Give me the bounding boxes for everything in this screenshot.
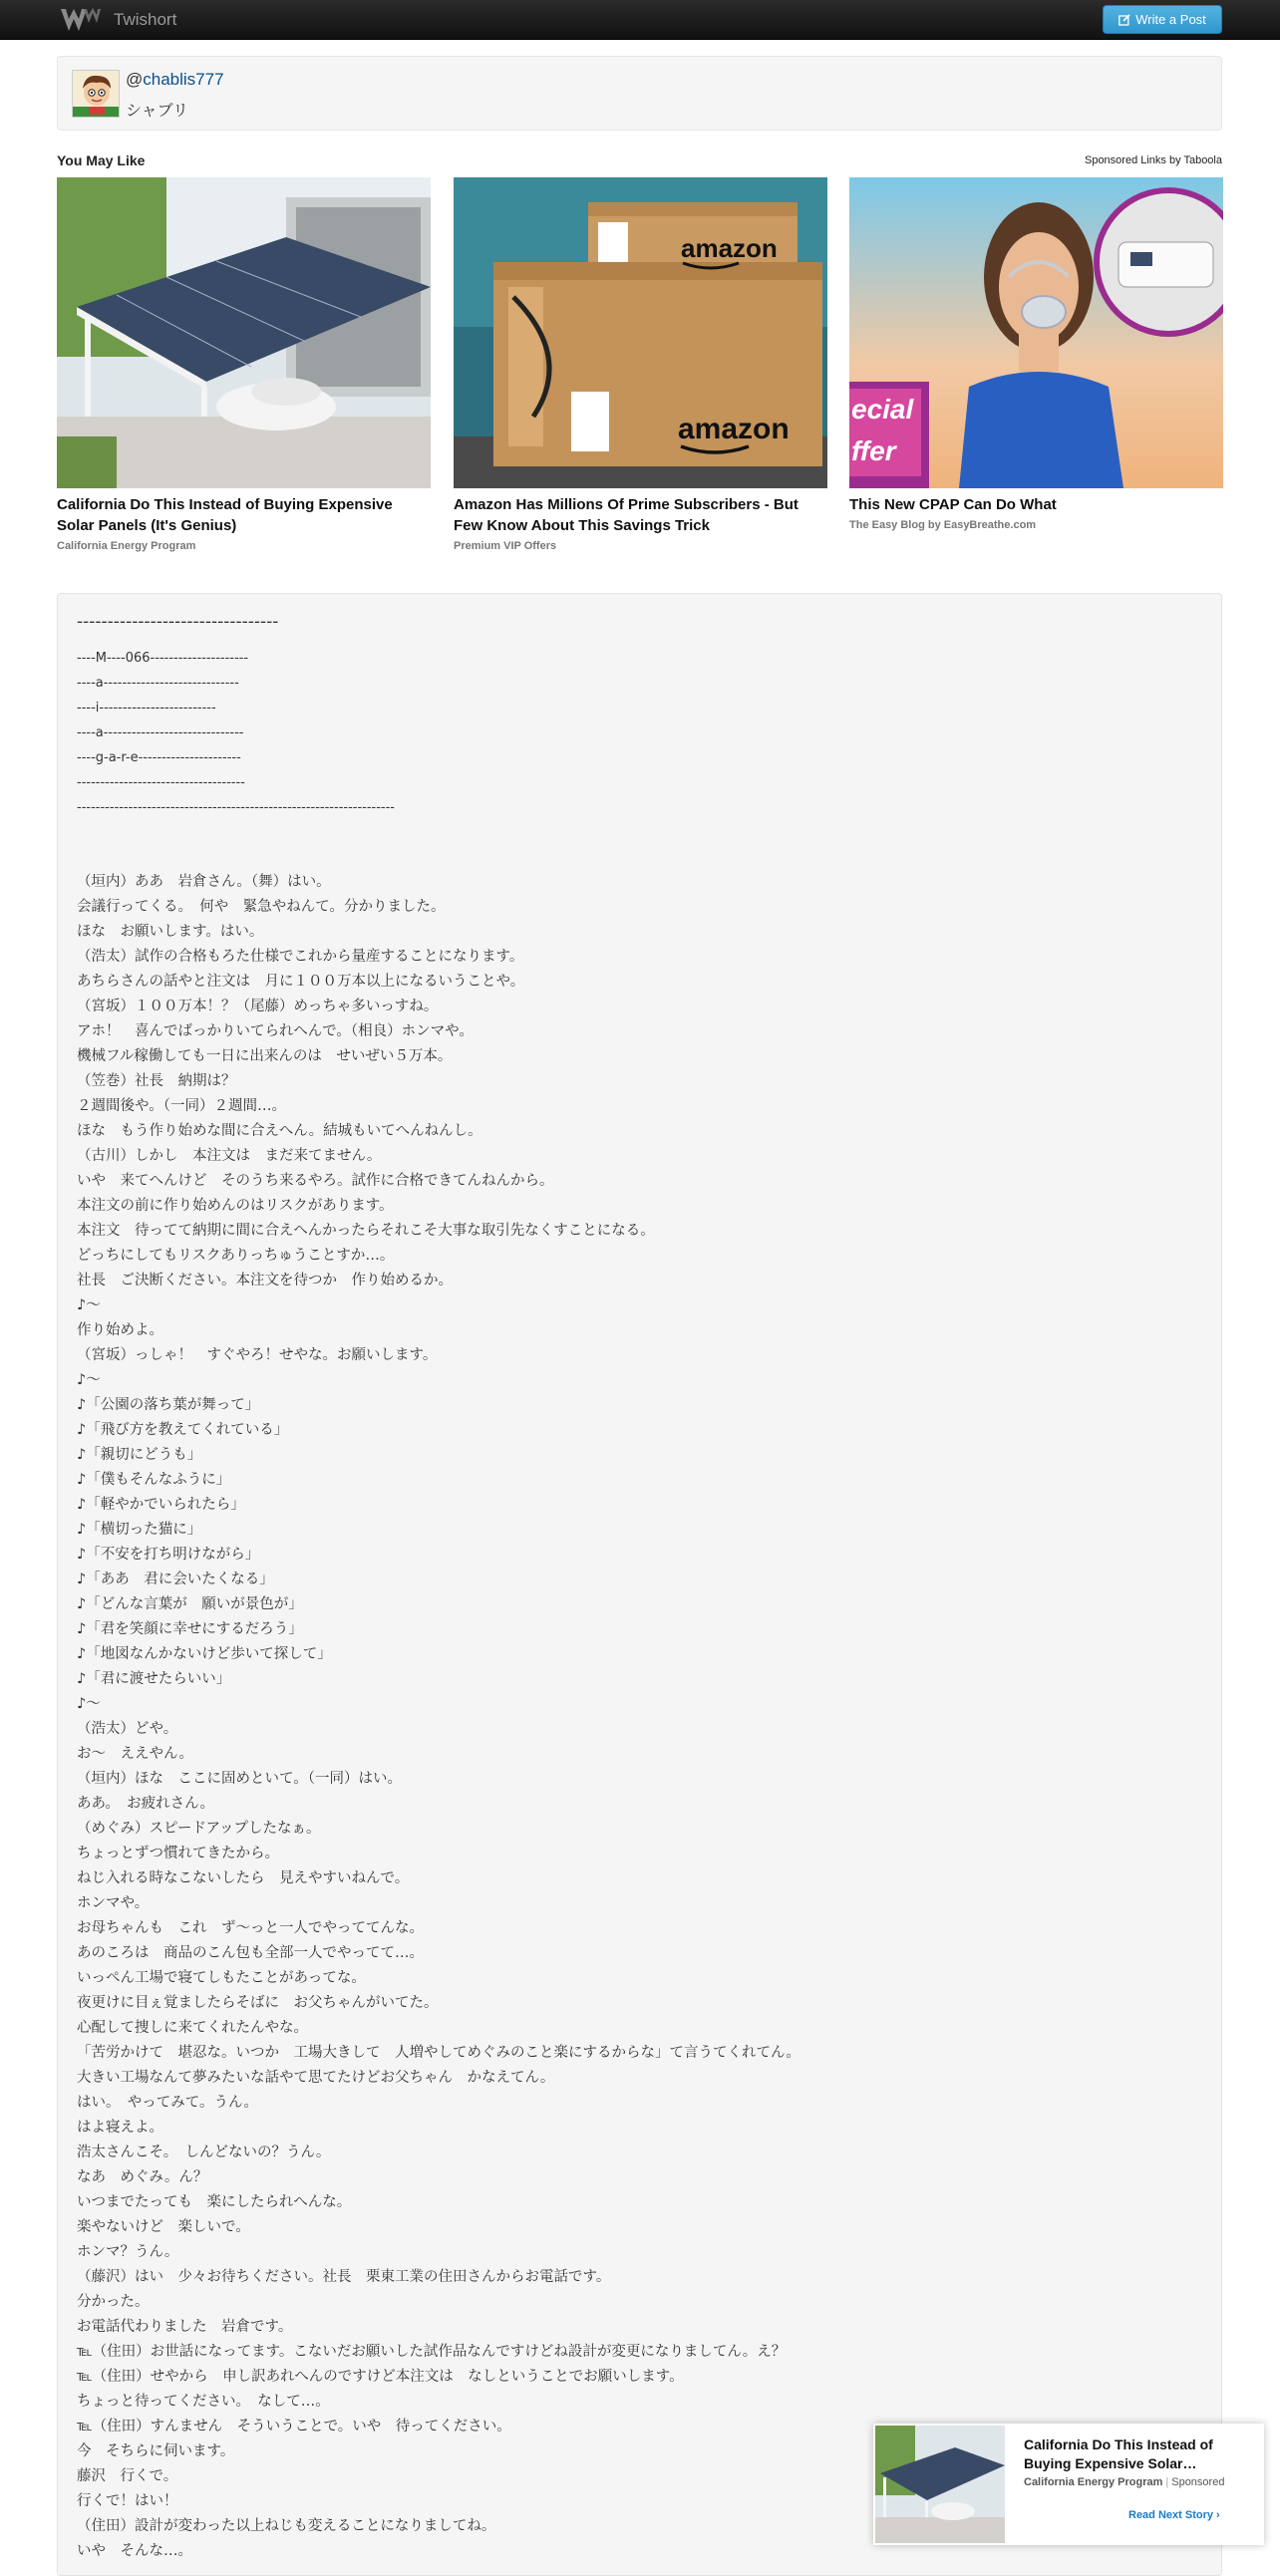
post-line: （古川）しかし 本注文は まだ来てません。 bbox=[77, 1148, 382, 1164]
post-line: ほな もう作り始めな間に合えへん。結城もいてへんねんし。 bbox=[77, 1123, 482, 1139]
post-text bbox=[77, 646, 1203, 2564]
post-line: ♪「不安を打ち明けながら」 bbox=[77, 1547, 260, 1563]
post-line: ♪「どんな言葉が 願いが景色が」 bbox=[77, 1596, 303, 1612]
post-line: （浩太）試作の合格もろた仕様でこれから量産することになります。 bbox=[77, 949, 524, 965]
post-line: ほな お願いします。はい。 bbox=[77, 924, 264, 940]
write-post-button[interactable] bbox=[1103, 5, 1222, 34]
amazon-logo-top: amazon bbox=[681, 233, 778, 263]
ad-card-amazon[interactable] bbox=[454, 177, 827, 552]
post-line: （めぐみ）スピードアップしたなぁ。 bbox=[77, 1821, 321, 1837]
avatar-image bbox=[73, 71, 120, 118]
post-line: どっちにしてもリスクありっちゅうことすか…。 bbox=[77, 1248, 395, 1264]
post-line: （藤沢）はい 少々お待ちください。社長 栗東工業の住田さんからお電話です。 bbox=[77, 2269, 611, 2285]
post-line: -------------------------------------------------------------------- bbox=[77, 800, 395, 815]
edit-icon bbox=[1119, 14, 1130, 26]
post-line: あちらさんの話やと注文は 月に１００万本以上になるいうことや。 bbox=[77, 974, 525, 990]
solar-carport-thumbnail bbox=[875, 2426, 1005, 2543]
post-line: ♪「君を笑顔に幸せにするだろう」 bbox=[77, 1621, 303, 1637]
post-line: ♪「軽やかでいられたら」 bbox=[77, 1497, 245, 1513]
floating-recommendation[interactable] bbox=[873, 2424, 1264, 2545]
post-line: 夜更けに目ぇ覚ましたらそばに お父ちゃんがいてた。 bbox=[77, 1995, 439, 2011]
post-line: 行くで！はい！ bbox=[77, 2493, 178, 2509]
write-post-label: Write a Post bbox=[1135, 12, 1206, 27]
top-navbar bbox=[0, 0, 1280, 40]
post-line: お電話代わりました 岩倉です。 bbox=[77, 2319, 293, 2335]
post-line: ----a----------------------------- bbox=[77, 676, 239, 691]
post-line: アホ！ 喜んでばっかりいてられへんで。（相良）ホンマや。 bbox=[77, 1023, 474, 1039]
ad-image-cpap[interactable] bbox=[849, 177, 1223, 488]
post-line: ------------------------------------ bbox=[77, 775, 245, 790]
sponsored-links-label[interactable]: Sponsored Links by Taboola bbox=[1084, 154, 1222, 166]
floating-ad-thumbnail[interactable] bbox=[875, 2426, 1005, 2543]
post-line: ホンマや。 bbox=[77, 1895, 150, 1911]
post-line: 社長 ご決断ください。本注文を待つか 作り始めるか。 bbox=[77, 1273, 453, 1288]
post-line: ♪「横切った猫に」 bbox=[77, 1522, 202, 1538]
post-line: ♪～ bbox=[77, 1297, 101, 1313]
post-heading: --------------------------------- bbox=[77, 612, 279, 632]
chevron-right-icon: › bbox=[1216, 2509, 1220, 2521]
post-line: ----i------------------------- bbox=[77, 701, 216, 716]
post-line: あのころは 商品のこん包も全部一人でやってて…。 bbox=[77, 1945, 424, 1961]
post-line: いっぺん工場で寝てしもたことがあってな。 bbox=[77, 1970, 366, 1986]
cpap-special-text: ecial bbox=[851, 394, 914, 425]
post-line: ちょっとずつ慣れてきたから。 bbox=[77, 1846, 279, 1861]
ad-source: The Easy Blog by EasyBreathe.com bbox=[849, 519, 1037, 531]
post-line: （宮坂）っしゃ！ すぐやろ！せやな。お願いします。 bbox=[77, 1347, 438, 1363]
post-line: ♪「飛び方を教えてくれている」 bbox=[77, 1422, 289, 1438]
ad-card-cpap[interactable] bbox=[849, 177, 1223, 531]
at-sign: @ bbox=[126, 70, 144, 89]
post-line: 浩太さんこそ。 しんどないの？うん。 bbox=[77, 2145, 331, 2160]
post-line: ℡（住田）お世話になってます。こないだお願いした試作品なんですけどね設計が変更になりましてん。え？ bbox=[77, 2344, 787, 2360]
post-body bbox=[57, 593, 1225, 2576]
post-line: ♪「僕もそんなふうに」 bbox=[77, 1472, 231, 1488]
post-line: ホンマ？うん。 bbox=[77, 2244, 179, 2260]
post-line: ちょっと待ってください。 なして…。 bbox=[77, 2394, 330, 2410]
post-line: 機械フル稼働しても一日に出来んのは せいぜい５万本。 bbox=[77, 1048, 453, 1064]
post-line: 作り始めよ。 bbox=[77, 1322, 163, 1338]
post-line: ♪「親切にどうも」 bbox=[77, 1447, 202, 1463]
post-line: 楽やないけど 楽しいで。 bbox=[77, 2219, 250, 2235]
ad-headline[interactable]: California Do This Instead of Buying Expensive Solar Panels (It's Genius) bbox=[57, 496, 393, 534]
post-line: お～ ええやん。 bbox=[77, 1746, 193, 1762]
ad-source: California Energy Program bbox=[57, 540, 196, 552]
author-display-name: シャブリ bbox=[126, 101, 189, 120]
amazon-logo-bottom: amazon bbox=[678, 413, 790, 445]
post-line: ----M----066--------------------- bbox=[77, 651, 249, 666]
amazon-boxes-image bbox=[454, 177, 827, 488]
post-line: ♪「地図なんかないけど歩いて探して」 bbox=[77, 1646, 332, 1662]
post-line: ----a------------------------------ bbox=[77, 725, 244, 740]
post-line: いや 来てへんけど そのうち来るやろ。試作に合格できてんねんから。 bbox=[77, 1173, 554, 1189]
post-line: （笠巻）社長 納期は？ bbox=[77, 1073, 236, 1089]
post-line: 「苦労かけて 堪忍な。いつか 工場大きして 人増やしてめぐみのこと楽にするからな」て言うてくれてん。 bbox=[77, 2045, 800, 2061]
ad-image-solar-carport[interactable] bbox=[57, 177, 431, 488]
post-line: ----g-a-r-e---------------------- bbox=[77, 750, 241, 765]
post-line: 本注文 待ってて納期に間に合えへんかったらそれこそ大事な取引先なくすことになる。 bbox=[77, 1223, 655, 1239]
post-line: いや そんな…。 bbox=[77, 2543, 192, 2559]
brand-link[interactable] bbox=[60, 6, 176, 34]
post-line: （浩太）どや。 bbox=[77, 1721, 178, 1737]
post-line: ねじ入れる時なこないしたら 見えやすいねんで。 bbox=[77, 1870, 410, 1886]
solar-carport-image bbox=[57, 177, 431, 488]
post-line: はい。 やってみて。うん。 bbox=[77, 2095, 258, 2111]
twishort-logo-icon bbox=[60, 7, 102, 33]
post-line: ああ。 お疲れさん。 bbox=[77, 1796, 215, 1812]
post-line: 心配して捜しに来てくれたんやな。 bbox=[77, 2020, 308, 2036]
read-next-story-link[interactable] bbox=[1128, 2509, 1220, 2521]
ad-headline[interactable]: Amazon Has Millions Of Prime Subscribers - But Few Know About This Savings Trick bbox=[454, 496, 799, 534]
post-line: いつまでたっても 楽にしたられへんな。 bbox=[77, 2194, 352, 2210]
ad-card-solar[interactable] bbox=[57, 177, 431, 552]
ads-section-title: You May Like bbox=[57, 152, 146, 168]
post-line: ♪～ bbox=[77, 1696, 101, 1712]
read-next-label: Read Next Story bbox=[1128, 2509, 1213, 2521]
post-line: ℡（住田）すんません そういうことで。いや 待ってください。 bbox=[77, 2419, 511, 2434]
post-line: ♪「君に渡せたらいい」 bbox=[77, 1671, 231, 1687]
floating-ad-title[interactable]: California Do This Instead of Buying Expensive Solar… bbox=[1024, 2436, 1213, 2471]
ad-headline[interactable]: This New CPAP Can Do What bbox=[849, 496, 1057, 513]
floating-ad-source bbox=[1024, 2476, 1224, 2488]
floating-ad-source-name: California Energy Program bbox=[1024, 2476, 1163, 2488]
post-line: ♪「ああ 君に会いたくなる」 bbox=[77, 1572, 274, 1587]
post-line: なあ めぐみ。ん？ bbox=[77, 2169, 208, 2185]
cpap-image bbox=[849, 177, 1223, 488]
post-line: 今 そちらに伺います。 bbox=[77, 2443, 235, 2459]
post-line: ２週間後や。（一同）２週間…。 bbox=[77, 1098, 286, 1114]
post-line: 藤沢 行くで。 bbox=[77, 2468, 178, 2484]
post-line: 本注文の前に作り始めんのはリスクがあります。 bbox=[77, 1198, 394, 1214]
ad-image-amazon-boxes[interactable] bbox=[454, 177, 827, 488]
avatar[interactable] bbox=[72, 70, 120, 118]
post-line: ♪～ bbox=[77, 1372, 101, 1388]
post-line: （宮坂）１００万本！？（尾藤）めっちゃ多いっすね。 bbox=[77, 999, 439, 1014]
post-line: 分かった。 bbox=[77, 2294, 150, 2310]
post-line: お母ちゃんも これ ず～っと一人でやっててんな。 bbox=[77, 1920, 424, 1936]
brand-name: Twishort bbox=[114, 10, 177, 29]
post-line: ℡（住田）せやから 申し訳あれへんのですけど本注文は なしということでお願いします。 bbox=[77, 2369, 684, 2385]
post-line: ♪「公園の落ち葉が舞って」 bbox=[77, 1397, 260, 1413]
ad-source: Premium VIP Offers bbox=[454, 540, 557, 552]
author-card bbox=[57, 56, 1222, 131]
floating-ad-separator: | bbox=[1165, 2476, 1169, 2488]
floating-ad-sponsored: Sponsored bbox=[1171, 2476, 1225, 2488]
post-line: （住田）設計が変わった以上ねじも変えることになりましてね。 bbox=[77, 2518, 496, 2534]
post-line: 会議行ってくる。 何や 緊急やねんて。分かりました。 bbox=[77, 899, 446, 915]
post-line bbox=[77, 820, 1203, 845]
post-line: （垣内）ああ 岩倉さん。（舞）はい。 bbox=[77, 874, 331, 890]
post-line bbox=[77, 845, 1203, 870]
author-username-link[interactable] bbox=[126, 70, 224, 90]
post-line: 大きい工場なんて夢みたいな話やて思てたけどお父ちゃん かなえてん。 bbox=[77, 2070, 555, 2086]
post-line: はよ寝えよ。 bbox=[77, 2120, 163, 2136]
cpap-offer-text: ffer bbox=[851, 435, 896, 466]
post-line: （垣内）ほな ここに固めといて。（一同）はい。 bbox=[77, 1771, 402, 1787]
author-username: chablis777 bbox=[143, 70, 224, 89]
